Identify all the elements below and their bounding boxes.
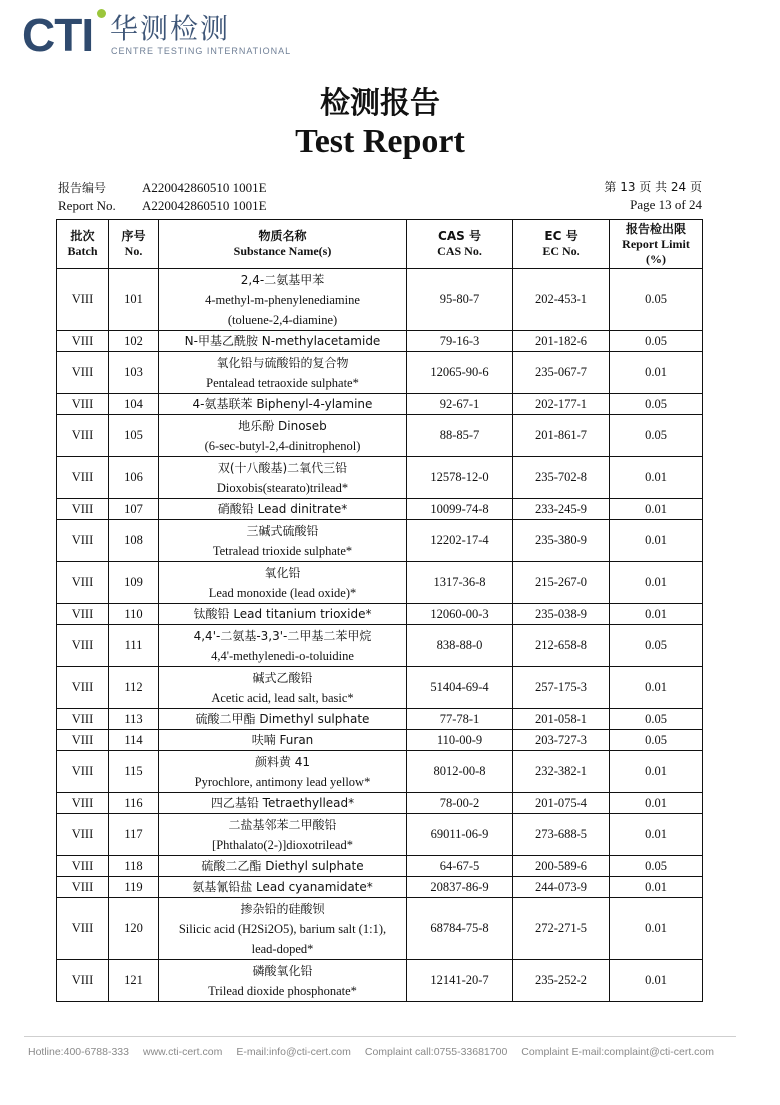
cell-report-limit: 0.01 — [610, 499, 703, 520]
logo-name-en: CENTRE TESTING INTERNATIONAL — [111, 46, 292, 56]
cell-cas-number: 12202-17-4 — [407, 520, 513, 562]
cell-ec-number: 257-175-3 — [513, 667, 610, 709]
table-row — [57, 730, 703, 751]
table-row — [57, 898, 703, 960]
table-row — [57, 269, 703, 331]
cell-number: 113 — [109, 709, 159, 730]
table-row — [57, 856, 703, 877]
table-row — [57, 499, 703, 520]
substance-name-line: 氨基氰铅盐 Lead cyanamidate* — [192, 880, 373, 894]
cell-number: 112 — [109, 667, 159, 709]
table-row — [57, 625, 703, 667]
cell-report-limit: 0.05 — [610, 415, 703, 457]
column-header-en: EC No. — [542, 244, 580, 258]
cell-report-limit: 0.01 — [610, 562, 703, 604]
cell-cas-number: 12141-20-7 — [407, 960, 513, 1002]
footer-divider — [24, 1036, 736, 1037]
cell-report-limit: 0.01 — [610, 604, 703, 625]
cell-substance-name — [159, 730, 407, 751]
column-header-cn: CAS 号 — [438, 229, 481, 243]
substance-name-line: 4-methyl-m-phenylenediamine — [205, 292, 360, 307]
column-header-en: Batch — [67, 244, 98, 258]
footer-email[interactable]: E-mail:info@cti-cert.com — [236, 1046, 351, 1058]
table-row — [57, 520, 703, 562]
cell-batch: VIII — [57, 394, 109, 415]
substance-name-line: [Phthalato(2-)]dioxotrilead* — [212, 837, 353, 852]
table-row — [57, 352, 703, 394]
report-no-value: A220042860510 1001E — [142, 180, 267, 195]
cell-report-limit: 0.05 — [610, 394, 703, 415]
page-number-cn: 第 13 页 共 24 页 — [604, 180, 702, 194]
table-row — [57, 960, 703, 1002]
substance-name-line: 磷酸氧化铅 — [252, 963, 313, 978]
cell-cas-number: 10099-74-8 — [407, 499, 513, 520]
cell-number: 107 — [109, 499, 159, 520]
table-row — [57, 415, 703, 457]
cell-batch: VIII — [57, 604, 109, 625]
cell-ec-number: 235-380-9 — [513, 520, 610, 562]
substance-name-line: 硝酸铅 Lead dinitrate* — [217, 502, 348, 516]
cell-ec-number: 202-177-1 — [513, 394, 610, 415]
cell-number: 118 — [109, 856, 159, 877]
substance-name-line: Trilead dioxide phosphonate* — [208, 983, 357, 998]
substance-name-line: 颜料黄 41 — [254, 754, 311, 769]
cell-batch: VIII — [57, 269, 109, 331]
cell-batch: VIII — [57, 709, 109, 730]
table-row — [57, 751, 703, 793]
cell-number: 108 — [109, 520, 159, 562]
cell-substance-name — [159, 814, 407, 856]
column-header-cn: 报告检出限 — [625, 221, 686, 236]
footer — [28, 1046, 768, 1058]
cell-report-limit: 0.01 — [610, 667, 703, 709]
cell-number: 119 — [109, 877, 159, 898]
table-body — [57, 269, 703, 1002]
cell-number: 114 — [109, 730, 159, 751]
cell-batch: VIII — [57, 352, 109, 394]
cell-cas-number: 79-16-3 — [407, 331, 513, 352]
cell-cas-number: 51404-69-4 — [407, 667, 513, 709]
cell-number: 116 — [109, 793, 159, 814]
cell-batch: VIII — [57, 667, 109, 709]
cell-cas-number: 12578-12-0 — [407, 457, 513, 499]
cell-number: 106 — [109, 457, 159, 499]
cell-report-limit: 0.05 — [610, 331, 703, 352]
cell-ec-number: 235-252-2 — [513, 960, 610, 1002]
report-number-block — [58, 179, 267, 214]
substance-name-line: Pyrochlore, antimony lead yellow* — [194, 774, 371, 789]
page-number-block — [604, 179, 702, 213]
table-row — [57, 877, 703, 898]
column-header — [109, 220, 159, 269]
cell-report-limit: 0.05 — [610, 269, 703, 331]
cell-number: 103 — [109, 352, 159, 394]
column-header — [159, 220, 407, 269]
cell-number: 102 — [109, 331, 159, 352]
logo-brand: CTI — [22, 9, 94, 61]
footer-hotline: Hotline:400-6788-333 — [28, 1046, 129, 1058]
substance-name-line: 双(十八酸基)二氧代三铅 — [217, 460, 348, 475]
cell-cas-number: 95-80-7 — [407, 269, 513, 331]
cell-ec-number: 212-658-8 — [513, 625, 610, 667]
cell-ec-number: 202-453-1 — [513, 269, 610, 331]
cell-batch: VIII — [57, 856, 109, 877]
cell-batch: VIII — [57, 898, 109, 960]
substance-name-line: (toluene-2,4-diamine) — [227, 312, 338, 327]
cell-ec-number: 201-058-1 — [513, 709, 610, 730]
cell-cas-number: 69011-06-9 — [407, 814, 513, 856]
cell-report-limit: 0.05 — [610, 730, 703, 751]
cell-ec-number: 235-038-9 — [513, 604, 610, 625]
substance-name-line: 钛酸铅 Lead titanium trioxide* — [193, 607, 372, 621]
cell-number: 115 — [109, 751, 159, 793]
cell-substance-name — [159, 331, 407, 352]
cell-number: 120 — [109, 898, 159, 960]
cell-batch: VIII — [57, 499, 109, 520]
cell-report-limit: 0.01 — [610, 457, 703, 499]
cell-substance-name — [159, 352, 407, 394]
table-row — [57, 331, 703, 352]
cell-cas-number: 92-67-1 — [407, 394, 513, 415]
substance-name-line: N-甲基乙酰胺 N-methylacetamide — [184, 334, 381, 348]
cell-batch: VIII — [57, 562, 109, 604]
substance-name-line: Pentalead tetraoxide sulphate* — [206, 375, 359, 390]
table-row — [57, 709, 703, 730]
cell-ec-number: 233-245-9 — [513, 499, 610, 520]
cell-ec-number: 235-702-8 — [513, 457, 610, 499]
page-number-en: Page 13 of 24 — [630, 197, 702, 212]
cell-number: 105 — [109, 415, 159, 457]
table-row — [57, 814, 703, 856]
cell-cas-number: 12060-00-3 — [407, 604, 513, 625]
table-header-row — [57, 220, 703, 269]
cell-batch: VIII — [57, 751, 109, 793]
cell-ec-number: 244-073-9 — [513, 877, 610, 898]
substance-name-line: Tetralead trioxide sulphate* — [212, 543, 353, 558]
substance-name-line: 4,4'-methylenedi-o-toluidine — [211, 648, 354, 663]
cell-report-limit: 0.01 — [610, 793, 703, 814]
cell-substance-name — [159, 415, 407, 457]
column-header — [513, 220, 610, 269]
cell-substance-name — [159, 667, 407, 709]
column-header-en: Report Limit (%) — [622, 236, 690, 266]
cell-batch: VIII — [57, 960, 109, 1002]
cell-ec-number: 273-688-5 — [513, 814, 610, 856]
cell-cas-number: 838-88-0 — [407, 625, 513, 667]
cell-batch: VIII — [57, 730, 109, 751]
column-header-en: Substance Name(s) — [233, 244, 332, 258]
table-row — [57, 667, 703, 709]
cell-report-limit: 0.01 — [610, 960, 703, 1002]
cell-substance-name — [159, 625, 407, 667]
substance-name-line: Silicic acid (H2Si2O5), barium salt (1:1), — [178, 921, 387, 936]
cell-ec-number: 201-861-7 — [513, 415, 610, 457]
cell-substance-name — [159, 793, 407, 814]
cell-report-limit: 0.01 — [610, 898, 703, 960]
cell-batch: VIII — [57, 814, 109, 856]
cell-number: 109 — [109, 562, 159, 604]
cell-ec-number: 203-727-3 — [513, 730, 610, 751]
cell-batch: VIII — [57, 331, 109, 352]
cell-number: 111 — [109, 625, 159, 667]
cell-ec-number: 232-382-1 — [513, 751, 610, 793]
substance-name-line: Lead monoxide (lead oxide)* — [208, 585, 357, 600]
substance-name-line: 呋喃 Furan — [251, 733, 314, 747]
cell-batch: VIII — [57, 877, 109, 898]
cell-cas-number: 20837-86-9 — [407, 877, 513, 898]
cell-report-limit: 0.01 — [610, 520, 703, 562]
substance-name-line: lead-doped* — [251, 941, 314, 956]
cell-ec-number: 235-067-7 — [513, 352, 610, 394]
cell-substance-name — [159, 499, 407, 520]
column-header-en: CAS No. — [437, 244, 482, 258]
cell-report-limit: 0.05 — [610, 625, 703, 667]
cell-cas-number: 1317-36-8 — [407, 562, 513, 604]
substance-name-line: 2,4-二氨基甲苯 — [240, 272, 325, 287]
substance-name-line: 氧化铅与硫酸铅的复合物 — [216, 355, 349, 370]
substance-name-line: 碱式乙酸铅 — [252, 670, 313, 685]
cell-cas-number: 88-85-7 — [407, 415, 513, 457]
cell-report-limit: 0.01 — [610, 877, 703, 898]
cell-substance-name — [159, 898, 407, 960]
cell-cas-number: 68784-75-8 — [407, 898, 513, 960]
report-no-label-en: Report No. — [58, 198, 116, 213]
table-row — [57, 604, 703, 625]
table-row — [57, 394, 703, 415]
cell-substance-name — [159, 520, 407, 562]
cell-substance-name — [159, 877, 407, 898]
cell-batch: VIII — [57, 625, 109, 667]
page-title-cn: 检测报告 — [320, 86, 440, 121]
cell-cas-number: 77-78-1 — [407, 709, 513, 730]
cell-batch: VIII — [57, 415, 109, 457]
substance-name-line: (6-sec-butyl-2,4-dinitrophenol) — [204, 438, 361, 453]
cell-substance-name — [159, 709, 407, 730]
cell-ec-number: 201-075-4 — [513, 793, 610, 814]
column-header — [407, 220, 513, 269]
substance-name-line: Dioxobis(stearato)trilead* — [216, 480, 349, 495]
logo-dot-icon — [97, 9, 106, 18]
substance-table — [56, 219, 703, 1002]
substance-name-line: 硫酸二乙酯 Diethyl sulphate — [201, 859, 364, 873]
cell-report-limit: 0.05 — [610, 709, 703, 730]
substance-name-line: Acetic acid, lead salt, basic* — [211, 690, 354, 705]
cell-substance-name — [159, 457, 407, 499]
cell-cas-number: 64-67-5 — [407, 856, 513, 877]
cell-number: 110 — [109, 604, 159, 625]
cell-report-limit: 0.01 — [610, 751, 703, 793]
cell-substance-name — [159, 960, 407, 1002]
seal-mark — [763, 495, 777, 635]
column-header-en: No. — [124, 244, 143, 258]
substance-name-line: 硫酸二甲酯 Dimethyl sulphate — [195, 712, 370, 726]
cell-number: 117 — [109, 814, 159, 856]
cell-cas-number: 8012-00-8 — [407, 751, 513, 793]
column-header-cn: EC 号 — [544, 229, 578, 243]
cell-batch: VIII — [57, 457, 109, 499]
table-row — [57, 562, 703, 604]
cell-batch: VIII — [57, 520, 109, 562]
logo-name-cn: 华测检测 — [110, 12, 231, 45]
cell-number: 121 — [109, 960, 159, 1002]
cell-ec-number: 272-271-5 — [513, 898, 610, 960]
substance-name-line: 氧化铅 — [264, 565, 301, 580]
cell-report-limit: 0.01 — [610, 814, 703, 856]
substance-name-line: 地乐酚 Dinoseb — [238, 418, 327, 433]
table-row — [57, 457, 703, 499]
cell-substance-name — [159, 269, 407, 331]
report-no-value-en: A220042860510 1001E — [142, 198, 267, 213]
substance-name-line: 四乙基铅 Tetraethyllead* — [210, 796, 355, 810]
cell-number: 104 — [109, 394, 159, 415]
substance-name-line: 掺杂铅的硅酸钡 — [240, 901, 325, 916]
cell-ec-number: 215-267-0 — [513, 562, 610, 604]
column-header — [57, 220, 109, 269]
cell-report-limit: 0.01 — [610, 352, 703, 394]
cell-substance-name — [159, 604, 407, 625]
cell-substance-name — [159, 856, 407, 877]
column-header-cn: 物质名称 — [258, 229, 307, 243]
substance-name-line: 4-氨基联苯 Biphenyl-4-ylamine — [192, 397, 373, 411]
company-logo — [22, 9, 292, 61]
footer-complaint-call: Complaint call:0755-33681700 — [364, 1046, 508, 1058]
cell-cas-number: 12065-90-6 — [407, 352, 513, 394]
substance-name-line: 4,4'-二氨基-3,3'-二甲基二苯甲烷 — [193, 628, 372, 643]
cell-ec-number: 201-182-6 — [513, 331, 610, 352]
cell-cas-number: 78-00-2 — [407, 793, 513, 814]
cell-cas-number: 110-00-9 — [407, 730, 513, 751]
column-header — [610, 220, 703, 269]
substance-name-line: 三碱式硫酸铅 — [246, 523, 319, 538]
cell-substance-name — [159, 562, 407, 604]
cell-batch: VIII — [57, 793, 109, 814]
substance-name-line: 二盐基邻苯二甲酸铅 — [228, 817, 337, 832]
cell-number: 101 — [109, 269, 159, 331]
table-row — [57, 793, 703, 814]
footer-website[interactable]: www.cti-cert.com — [143, 1046, 223, 1058]
footer-complaint-email[interactable]: Complaint E-mail:complaint@cti-cert.com — [521, 1046, 715, 1058]
cell-substance-name — [159, 394, 407, 415]
page-title-en: Test Report — [295, 123, 465, 160]
cell-ec-number: 200-589-6 — [513, 856, 610, 877]
cell-report-limit: 0.05 — [610, 856, 703, 877]
column-header-cn: 批次 — [70, 229, 95, 243]
report-no-label-cn: 报告编号 — [58, 181, 107, 195]
cell-substance-name — [159, 751, 407, 793]
column-header-cn: 序号 — [121, 229, 146, 243]
